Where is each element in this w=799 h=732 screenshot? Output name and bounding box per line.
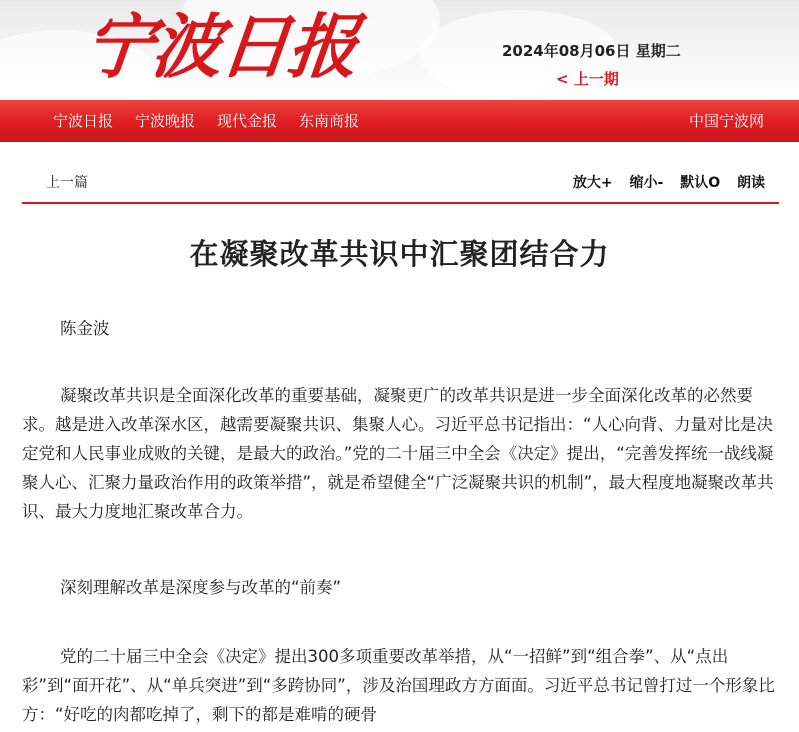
previous-article-link[interactable]: 上一篇	[46, 175, 88, 191]
masthead	[0, 0, 799, 100]
nav-item-modern-jinbao[interactable]: 现代金报	[217, 112, 278, 130]
article-paragraph: 凝聚改革共识是全面深化改革的重要基础，凝聚更广的改革共识是进一步全面深化改革的必然要求。越是进入改革深水区，越需要凝聚共识、集聚人心。习近平总书记指出：“人心向背、力量对比是决定党和人民事业成败的关键，是最大的政治。”党的二十届三中全会《决定》提出，“完善发挥统一战线凝聚人心、汇聚力量政治作用的政策举措”，就是希望健全“广泛凝聚共识的机制”，最大程度地凝聚改革共识、最大力度地汇聚改革合力。	[22, 386, 774, 521]
nav-item-ningbo-daily[interactable]: 宁波日报	[53, 112, 114, 130]
article-subheading: 深刻理解改革是深度参与改革的“前奏”	[60, 578, 342, 597]
article-author: 陈金波	[60, 319, 110, 338]
read-aloud-button[interactable]: 朗读	[737, 175, 765, 191]
zoom-in-button[interactable]: 放大+	[572, 175, 613, 191]
nav-item-china-ningbo-net[interactable]: 中国宁波网	[689, 112, 765, 130]
default-size-button[interactable]: 默认O	[680, 175, 721, 191]
article-paragraph: 党的二十届三中全会《决定》提出300多项重要改革举措，从“一招鲜”到“组合拳”、从“点出彩”到“面开花”、从“单兵突进”到“多跨协同”，涉及治国理政方方面面。习近平总书记曾打过一个形象比方：“好吃的肉都吃掉了，剩下的都是难啃的硬骨	[22, 647, 775, 724]
nav-item-southeast-business[interactable]: 东南商报	[299, 112, 360, 130]
zoom-out-button[interactable]: 缩小-	[629, 175, 664, 191]
newspaper-nav-bar	[0, 100, 799, 142]
article-toolbar	[22, 162, 779, 204]
reading-tools	[561, 172, 765, 192]
article-title: 在凝聚改革共识中汇聚团结合力	[189, 237, 610, 271]
previous-issue-link[interactable]: < 上一期	[556, 70, 619, 88]
nav-item-ningbo-evening[interactable]: 宁波晚报	[135, 112, 196, 130]
issue-date: 2024年08月06日 星期二	[502, 42, 681, 60]
newspaper-logo: 宁波日报	[79, 5, 361, 88]
